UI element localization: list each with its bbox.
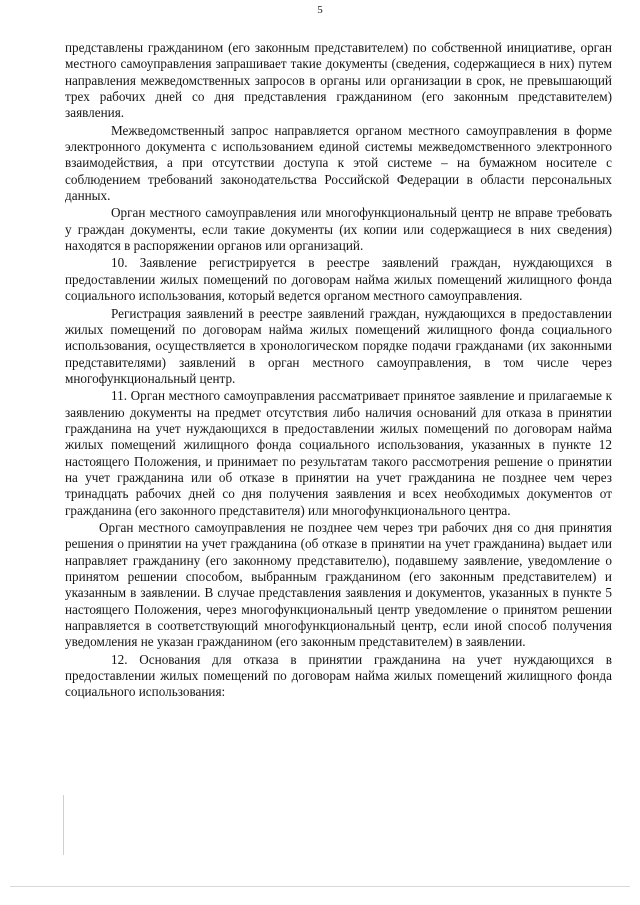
page-number: 5 <box>317 4 323 16</box>
paragraph-continuation: представлены гражданином (его законным представителем) по собственной инициативе, орган местного самоуправления запрашивает такие документы (сведения, содержащиеся в них) путем направления межведомственных запросов в органы или организации в срок, не превышающий трех рабочих дней со дня представления гражданином (его законным представителем) заявления. <box>65 40 612 121</box>
document-body <box>65 40 612 701</box>
scan-margin-mark <box>63 795 64 855</box>
paragraph-registration-order: Регистрация заявлений в реестре заявлений граждан, нуждающихся в предоставлении жилых помещений по договорам найма жилых помещений жилищного фонда социального использования, осуществляется в хронологическом порядке подачи гражданами (их законными представителями) заявлений в орган местного самоуправления, в том числе через многофункциональный центр. <box>65 305 612 386</box>
paragraph-item-11: 11. Орган местного самоуправления рассматривает принятое заявление и прилагаемые к заявлению документы на предмет отсутствия либо наличия оснований для отказа в принятии гражданина на учет нуждающихся в предоставлении жилых помещений по договорам найма жилых помещений жилищного фонда социального использования, указанных в пункте 12 настоящего Положения, и принимает по результатам такого рассмотрения решение о принятии на учет гражданина или об отказе в принятии на учет гражданина не позднее чем через тринадцать рабочих дней со дня получения заявления и всех необходимых документов от гражданина (его законного представителя) или многофункционального центра. <box>65 388 612 518</box>
paragraph-item-12: 12. Основания для отказа в принятии гражданина на учет нуждающихся в предоставлении жилых помещений по договорам найма жилых помещений жилищного фонда социального использования: <box>65 651 612 700</box>
paragraph-interagency-request: Межведомственный запрос направляется органом местного самоуправления в форме электронного документа с использованием единой системы межведомственного электронного взаимодействия, а при отсутствии доступа к этой системе – на бумажном носителе с соблюдением требований законодательства Российской Федерации в области персональных данных. <box>65 122 612 204</box>
paragraph-document-requirement: Орган местного самоуправления или многофункциональный центр не вправе требовать у граждан документы, если такие документы (их копии или содержащиеся в них сведения) находятся в распоряжении органов или организаций. <box>65 205 612 254</box>
paragraph-item-10: 10. Заявление регистрируется в реестре заявлений граждан, нуждающихся в предоставлении жилых помещений по договорам найма жилых помещений жилищного фонда социального использования, который ведется органом местного самоуправления. <box>65 255 612 304</box>
scan-footer-rule <box>10 886 630 887</box>
paragraph-notification: Орган местного самоуправления не позднее чем через три рабочих дня со дня принятия решения о принятии на учет гражданина (об отказе в принятии на учет гражданина) выдает или направляет гражданину (его законному представителю), подавшему заявление, уведомление о принятом решении способом, выбранным гражданином (его законным представителем) и указанным в заявлении. В случае представления заявления и документов, указанных в пункте 5 настоящего Положения, через многофункциональный центр уведомление о принятом решении направляется в соответствующий многофункциональный центр, если иной способ получения уведомления не указан гражданином (его законным представителем) в заявлении. <box>65 519 612 650</box>
